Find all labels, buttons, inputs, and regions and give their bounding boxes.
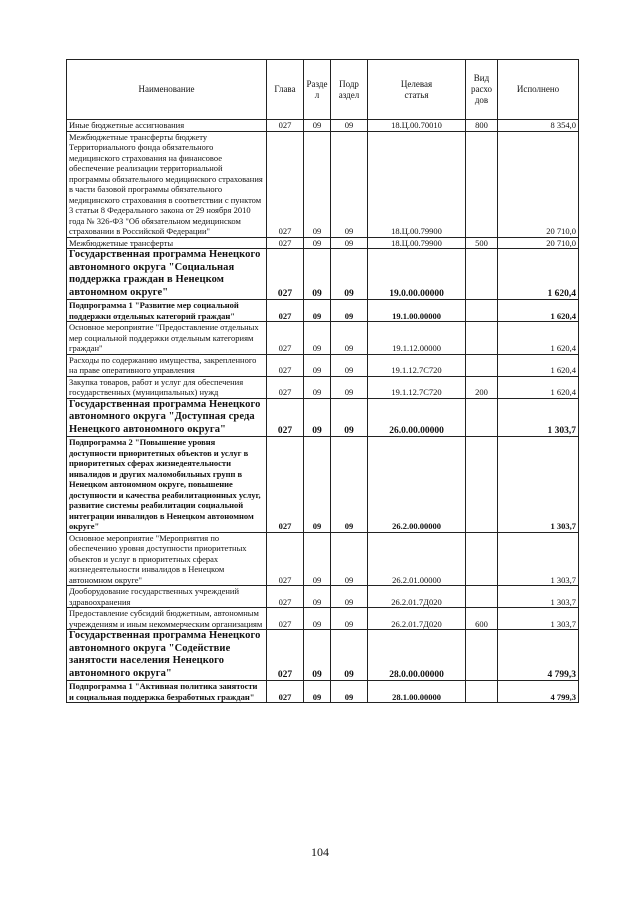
row-subsection: 09 <box>331 120 368 132</box>
row-target-article: 26.2.01.7Д020 <box>368 608 466 630</box>
row-section: 09 <box>304 354 331 376</box>
table-row <box>67 249 579 300</box>
table-row <box>67 630 579 681</box>
row-name: Основное мероприятие "Предоставление отдельных мер социальной поддержки отдельным категориям граждан" <box>67 322 267 355</box>
row-expense-type: 800 <box>466 120 498 132</box>
row-subsection: 09 <box>331 398 368 437</box>
row-chapter: 027 <box>267 630 304 681</box>
row-section: 09 <box>304 237 331 249</box>
row-expense-type <box>466 322 498 355</box>
header-subsection: Подр аздел <box>331 60 368 120</box>
row-section: 09 <box>304 398 331 437</box>
row-section: 09 <box>304 322 331 355</box>
row-expense-type: 200 <box>466 376 498 398</box>
row-expense-type: 600 <box>466 608 498 630</box>
row-chapter: 027 <box>267 532 304 586</box>
row-chapter: 027 <box>267 120 304 132</box>
row-target-article: 19.0.00.00000 <box>368 249 466 300</box>
row-name: Государственная программа Ненецкого автономного округа "Социальная поддержка граждан в Ненецком автономном округе" <box>67 249 267 300</box>
page-number: 104 <box>311 845 329 859</box>
row-section: 09 <box>304 608 331 630</box>
row-executed: 1 303,7 <box>498 437 579 533</box>
header-name: Наименование <box>67 60 267 120</box>
row-name: Дооборудование государственных учреждений здравоохранения <box>67 586 267 608</box>
row-section: 09 <box>304 300 331 322</box>
row-subsection: 09 <box>331 586 368 608</box>
row-expense-type <box>466 249 498 300</box>
row-subsection: 09 <box>331 532 368 586</box>
row-name: Межбюджетные трансферты <box>67 237 267 249</box>
table-row <box>67 376 579 398</box>
row-target-article: 19.1.12.7С720 <box>368 354 466 376</box>
row-subsection: 09 <box>331 354 368 376</box>
row-expense-type <box>466 131 498 237</box>
row-executed: 1 303,7 <box>498 398 579 437</box>
header-expense-type: Вид расхо дов <box>466 60 498 120</box>
table-row <box>67 300 579 322</box>
row-expense-type <box>466 437 498 533</box>
table-row <box>67 437 579 533</box>
row-subsection: 09 <box>331 322 368 355</box>
row-executed: 4 799,3 <box>498 681 579 703</box>
row-executed: 1 620,4 <box>498 300 579 322</box>
row-executed: 1 620,4 <box>498 376 579 398</box>
row-name: Государственная программа Ненецкого автономного округа "Доступная среда Ненецкого автономного округа" <box>67 398 267 437</box>
header-row <box>67 60 579 120</box>
row-target-article: 26.2.01.7Д020 <box>368 586 466 608</box>
row-name: Иные бюджетные ассигнования <box>67 120 267 132</box>
row-target-article: 18.Ц.00.70010 <box>368 120 466 132</box>
row-section: 09 <box>304 532 331 586</box>
row-chapter: 027 <box>267 376 304 398</box>
row-target-article: 18.Ц.00.79900 <box>368 131 466 237</box>
row-name: Основное мероприятие "Мероприятия по обеспечению уровня доступности приоритетных объектов и услуг в приоритетных сферах жизнедеятельности инвалидов в Ненецком автономном округе" <box>67 532 267 586</box>
table-row <box>67 608 579 630</box>
row-subsection: 09 <box>331 237 368 249</box>
budget-table <box>66 59 579 703</box>
row-section: 09 <box>304 131 331 237</box>
row-target-article: 19.1.00.00000 <box>368 300 466 322</box>
row-section: 09 <box>304 120 331 132</box>
row-name: Подпрограмма 1 "Активная политика занятости и социальная поддержка безработных граждан" <box>67 681 267 703</box>
row-name: Закупка товаров, работ и услуг для обеспечения государственных (муниципальных) нужд <box>67 376 267 398</box>
row-executed: 4 799,3 <box>498 630 579 681</box>
row-executed: 1 620,4 <box>498 249 579 300</box>
row-chapter: 027 <box>267 586 304 608</box>
row-expense-type <box>466 532 498 586</box>
row-target-article: 28.0.00.00000 <box>368 630 466 681</box>
row-executed: 1 303,7 <box>498 608 579 630</box>
row-section: 09 <box>304 681 331 703</box>
row-name: Межбюджетные трансферты бюджету Территориального фонда обязательного медицинского страхования на финансовое обеспечение реализации территориальной программы обязательного медицинского страхования в части базовой программы обязательного медицинского страхования в соответствии с пунктом 3 статьи 8 Федерального закона от 29 ноября 2010 года № 326-ФЗ "Об обязательном медицинском страховании в Российской Федерации" <box>67 131 267 237</box>
table-row <box>67 532 579 586</box>
row-subsection: 09 <box>331 630 368 681</box>
row-expense-type <box>466 300 498 322</box>
row-chapter: 027 <box>267 131 304 237</box>
header-chapter: Глава <box>267 60 304 120</box>
row-subsection: 09 <box>331 300 368 322</box>
table-row <box>67 398 579 437</box>
row-executed: 1 303,7 <box>498 586 579 608</box>
row-section: 09 <box>304 437 331 533</box>
row-subsection: 09 <box>331 608 368 630</box>
row-name: Подпрограмма 2 "Повышение уровня доступности приоритетных объектов и услуг в приоритетных сферах жизнедеятельности инвалидов и других маломобильных групп в Ненецком автономном округе, повышение доступности и качества реабилитационных услуг, развитие системы реабилитации социальной интеграции инвалидов в Ненецком автономном округе" <box>67 437 267 533</box>
row-chapter: 027 <box>267 437 304 533</box>
row-chapter: 027 <box>267 249 304 300</box>
row-section: 09 <box>304 630 331 681</box>
row-name: Подпрограмма 1 "Развитие мер социальной поддержки отдельных категорий граждан" <box>67 300 267 322</box>
row-subsection: 09 <box>331 249 368 300</box>
row-section: 09 <box>304 376 331 398</box>
row-section: 09 <box>304 586 331 608</box>
row-expense-type: 500 <box>466 237 498 249</box>
row-expense-type <box>466 586 498 608</box>
row-target-article: 18.Ц.00.79900 <box>368 237 466 249</box>
row-executed: 20 710,0 <box>498 131 579 237</box>
row-target-article: 26.2.01.00000 <box>368 532 466 586</box>
row-expense-type <box>466 681 498 703</box>
row-target-article: 26.2.00.00000 <box>368 437 466 533</box>
row-target-article: 26.0.00.00000 <box>368 398 466 437</box>
table-row <box>67 237 579 249</box>
row-executed: 1 620,4 <box>498 322 579 355</box>
row-target-article: 19.1.12.7С720 <box>368 376 466 398</box>
table-row <box>67 322 579 355</box>
row-subsection: 09 <box>331 437 368 533</box>
row-executed: 1 303,7 <box>498 532 579 586</box>
row-subsection: 09 <box>331 376 368 398</box>
table-row <box>67 586 579 608</box>
row-target-article: 19.1.12.00000 <box>368 322 466 355</box>
row-target-article: 28.1.00.00000 <box>368 681 466 703</box>
header-executed: Исполнено <box>498 60 579 120</box>
row-name: Предоставление субсидий бюджетным, автономным учреждениям и иным некоммерческим организациям <box>67 608 267 630</box>
row-name: Государственная программа Ненецкого автономного округа "Содействие занятости населения Ненецкого автономного округа" <box>67 630 267 681</box>
row-chapter: 027 <box>267 608 304 630</box>
row-chapter: 027 <box>267 300 304 322</box>
table-row <box>67 120 579 132</box>
row-chapter: 027 <box>267 681 304 703</box>
row-name: Расходы по содержанию имущества, закрепленного на праве оперативного управления <box>67 354 267 376</box>
row-expense-type <box>466 354 498 376</box>
table-row <box>67 131 579 237</box>
row-chapter: 027 <box>267 354 304 376</box>
row-subsection: 09 <box>331 681 368 703</box>
row-chapter: 027 <box>267 322 304 355</box>
row-chapter: 027 <box>267 237 304 249</box>
header-target-article: Целевая статья <box>368 60 466 120</box>
row-chapter: 027 <box>267 398 304 437</box>
row-expense-type <box>466 630 498 681</box>
row-executed: 1 620,4 <box>498 354 579 376</box>
table-row <box>67 681 579 703</box>
row-section: 09 <box>304 249 331 300</box>
row-expense-type <box>466 398 498 437</box>
row-subsection: 09 <box>331 131 368 237</box>
table-row <box>67 354 579 376</box>
header-section: Разде л <box>304 60 331 120</box>
row-executed: 8 354,0 <box>498 120 579 132</box>
row-executed: 20 710,0 <box>498 237 579 249</box>
